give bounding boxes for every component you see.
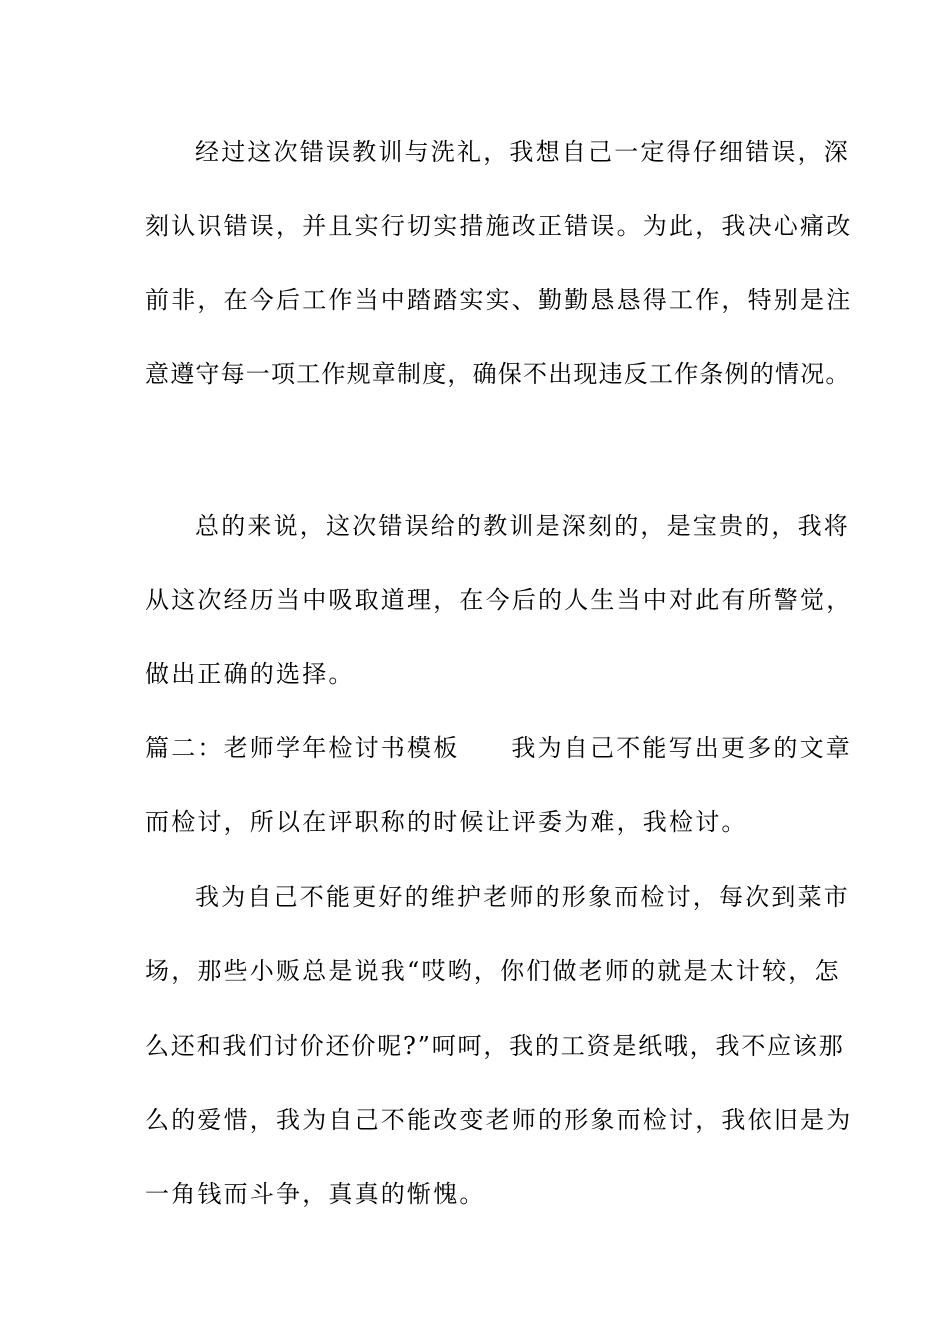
paragraph-1-line-1: 经过这次错误教训与洗礼，我想自己一定得仔细错误，深 [195,138,850,166]
paragraph-2-line-2: 从这次经历当中吸取道理，在今后的人生当中对此有所警觉， [145,586,853,614]
paragraph-2-line-3: 做出正确的选择。 [145,660,355,688]
paragraph-4-line-4: 么的爱惜，我为自己不能改变老师的形象而检讨，我依旧是为 [145,1106,853,1134]
paragraph-2-line-1: 总的来说，这次错误给的教训是深刻的，是宝贵的，我将 [195,512,850,540]
section-heading: 篇二：老师学年检讨书模板 [145,734,460,762]
paragraph-4-line-3: 么还和我们讨价还价呢?”呵呵，我的工资是纸哦，我不应该那 [145,1032,845,1060]
paragraph-4-line-2: 场，那些小贩总是说我“哎哟，你们做老师的就是太计较，怎 [145,957,841,985]
section-heading-line [145,733,852,763]
paragraph-1-line-3: 前非，在今后工作当中踏踏实实、勤勤恳恳得工作，特别是注 [145,286,853,314]
paragraph-1-line-4: 意遵守每一项工作规章制度，确保不出现违反工作条例的情况。 [145,360,851,388]
paragraph-4-line-1: 我为自己不能更好的维护老师的形象而检讨，每次到菜市 [195,883,850,911]
paragraph-3-line-1: 而检讨，所以在评职称的时候让评委为难，我检讨。 [145,808,748,836]
section-heading-tail: 我为自己不能写出更多的文章 [511,734,853,762]
paragraph-1-line-2: 刻认识错误，并且实行切实措施改正错误。为此，我决心痛改 [145,212,853,240]
paragraph-4-line-5: 一角钱而斗争，真真的惭愧。 [145,1180,486,1208]
